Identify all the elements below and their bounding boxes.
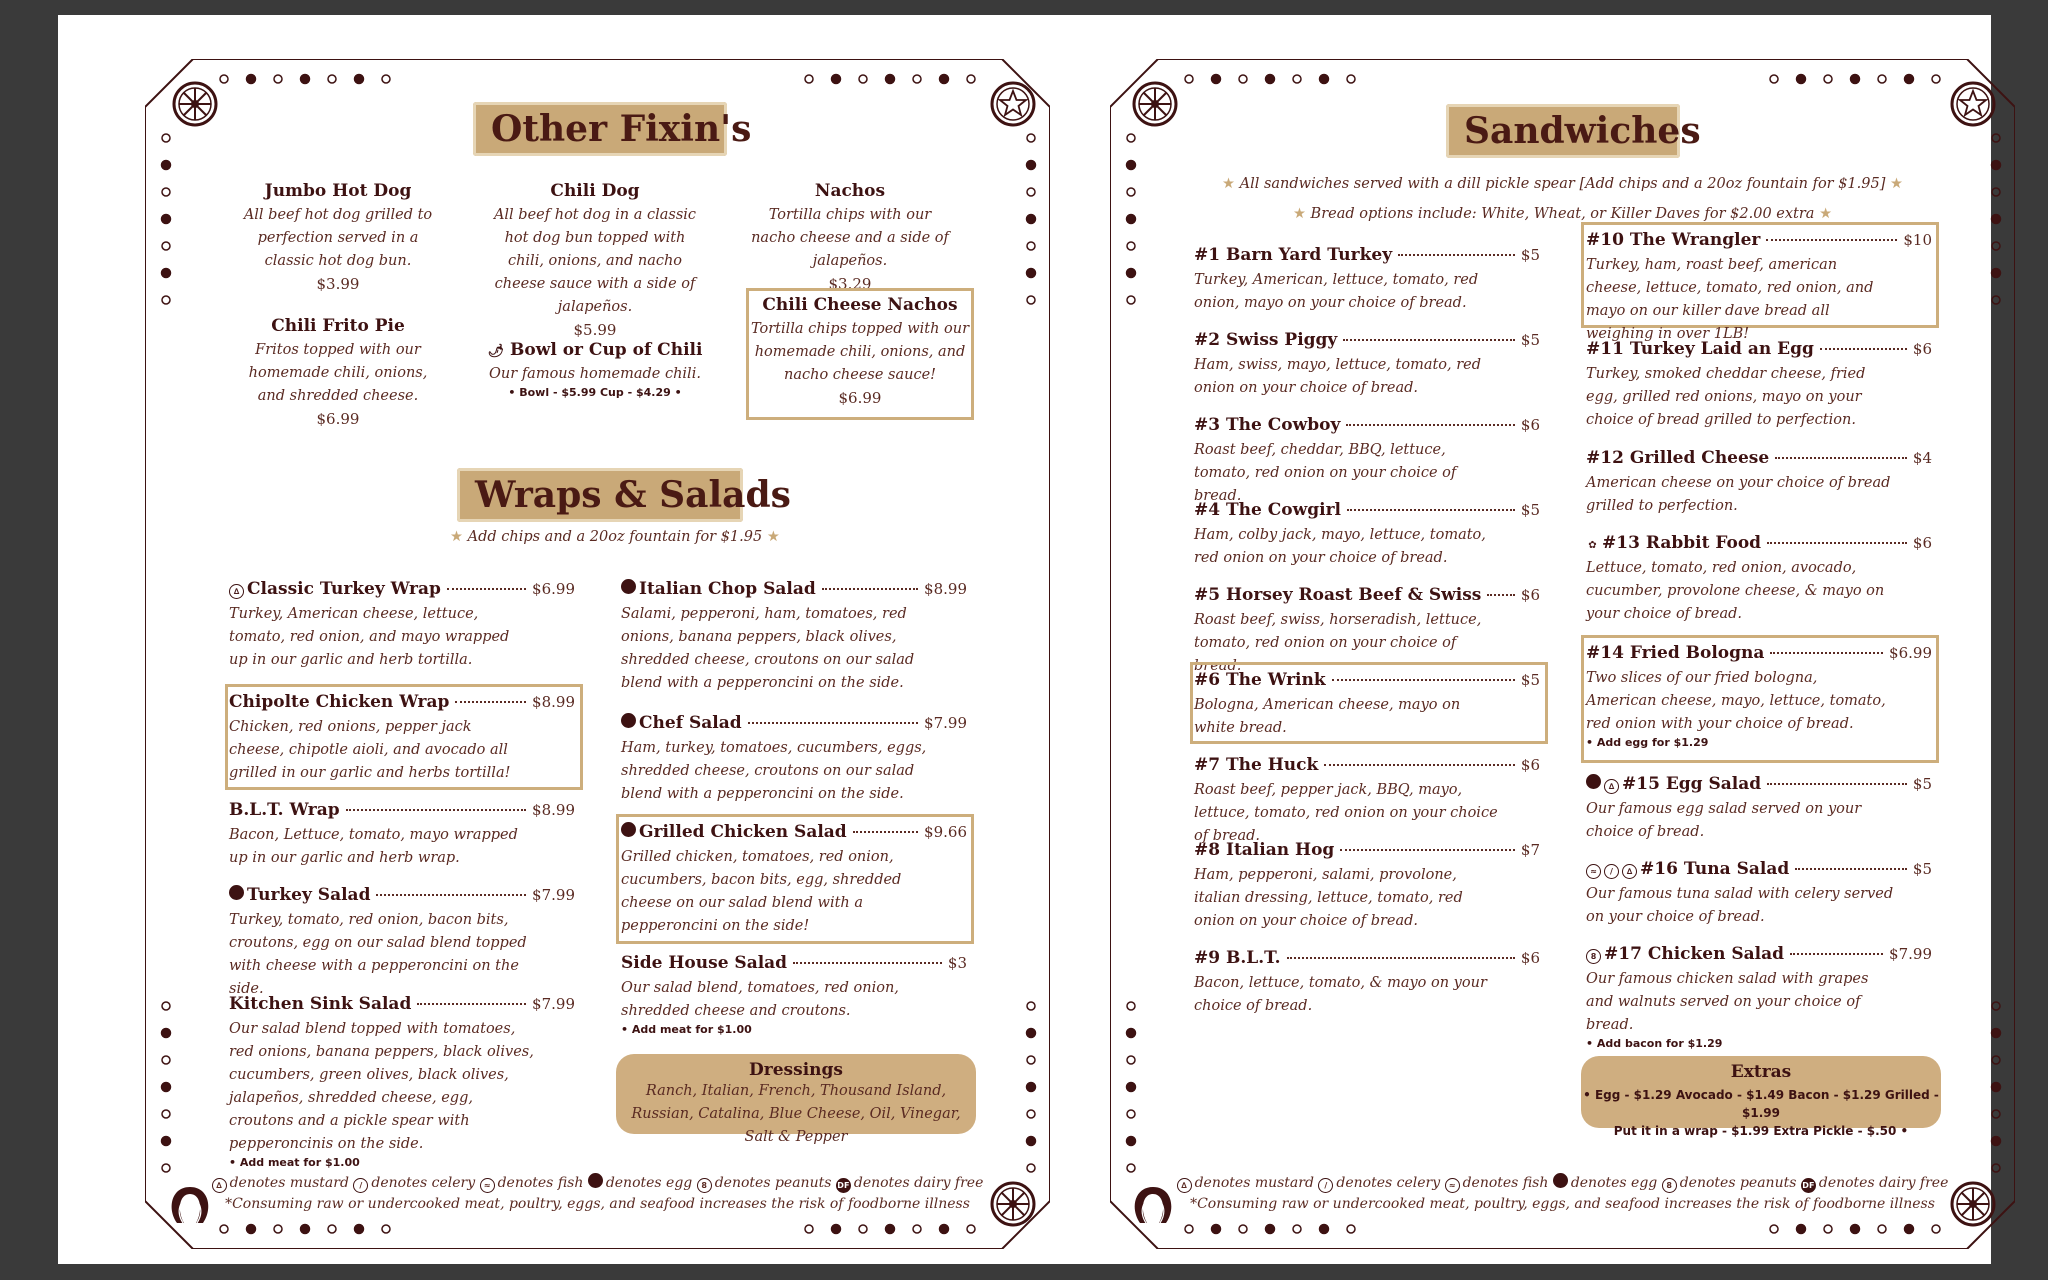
star-icon: ★ [1890,176,1903,192]
item-description: Grilled chicken, tomatoes, red onion, cucumbers, bacon bits, egg, shredded cheese on our salad blend with a pepperoncini on the side! [621,849,902,934]
fish-icon: ≈ [1445,1178,1460,1193]
item-name: Bowl or Cup of Chili [509,340,703,360]
item-name: #15 Egg Salad [1622,774,1762,794]
mustard-icon: ∆ [229,584,244,599]
sandwiches-subtitle-bread [1110,206,2015,222]
item-name: Italian Chop Salad [639,579,816,599]
peanut-icon: 8 [1662,1178,1677,1193]
peanut-icon: 8 [697,1178,712,1193]
item-name: #4 The Cowgirl [1194,500,1341,520]
egg-icon [588,1173,603,1188]
other-fixins-title: Other Fixin's [473,102,727,156]
fish-icon: ≈ [1586,864,1601,879]
item-description: Bacon, Lettuce, tomato, mayo wrapped up in our garlic and herb wrap. [229,827,518,866]
item-name: #8 Italian Hog [1194,840,1335,860]
egg-icon [1553,1173,1568,1188]
legend-dairy-free: denotes dairy free [1818,1175,1949,1191]
item-price: $8.99 [532,693,575,711]
subtitle-text: All sandwiches served with a dill pickle spear [Add chips and a 20oz fountain for $1.95] [1239,176,1886,192]
item-name: #12 Grilled Cheese [1586,448,1770,468]
item-name: Grilled Chicken Salad [639,822,847,842]
celery-icon: / [353,1178,368,1193]
dairy-free-icon: DF [836,1178,851,1193]
menu-item-italian-hog [1194,840,1540,933]
item-price: $8.99 [924,580,967,598]
wagon-wheel-icon [170,79,220,129]
star-icon: ★ [1292,206,1306,222]
menu-item-barn-yard-turkey [1194,245,1540,315]
egg-icon [621,713,636,728]
item-name: #9 B.L.T. [1194,948,1281,968]
item-name: Kitchen Sink Salad [229,994,412,1014]
sheriff-star-icon [988,79,1038,129]
item-description: Roast beef, pepper jack, BBQ, mayo, lettuce, tomato, red onion on your choice of bread. [1194,782,1498,844]
menu-item-chili-frito-pie [233,316,443,428]
menu-item-jumbo-hot-dog [233,181,443,293]
item-description: Lettuce, tomato, red onion, avocado, cucumber, provolone cheese, & mayo on your choice of bread. [1586,560,1885,622]
item-price: $3.29 [828,275,872,293]
item-price: $7.99 [532,995,575,1013]
allergen-legend [145,1173,1050,1193]
item-name: #11 Turkey Laid an Egg [1586,339,1814,359]
legend-peanuts: denotes peanuts [1679,1175,1797,1191]
item-description: Turkey, tomato, red onion, bacon bits, croutons, egg on our salad blend topped with cheese with a pepperoncini on the side. [229,912,527,997]
item-price-note: • Bowl - $5.99 Cup - $4.29 • [508,386,682,399]
subtitle-text: Bread options include: White, Wheat, or Killer Daves for $2.00 extra [1310,206,1815,222]
fish-icon: ≈ [480,1178,495,1193]
item-description: Roast beef, cheddar, BBQ, lettuce, tomato, red onion on your choice of bread. [1194,442,1457,504]
item-price: $3 [947,954,967,972]
item-name: #13 Rabbit Food [1602,533,1762,553]
item-price: $8.99 [532,801,575,819]
mustard-icon: ∆ [1622,864,1637,879]
menu-item-italian-chop-salad [621,579,967,695]
item-note: • Add egg for $1.29 [1586,736,1709,749]
item-price: $7 [1520,841,1540,859]
item-name: #17 Chicken Salad [1604,944,1785,964]
item-price: $5 [1912,775,1932,793]
item-price: $3.99 [316,275,360,293]
item-note: • Add meat for $1.00 [229,1156,360,1169]
dressings-text: Ranch, Italian, French, Thousand Island, Russian, Catalina, Blue Cheese, Oil, Vinegar, Salt & Pepper [631,1083,961,1145]
item-name: #3 The Cowboy [1194,415,1341,435]
item-price: $5 [1520,501,1540,519]
legend-mustard: denotes mustard [1194,1175,1314,1191]
extras-panel [1581,1056,1941,1138]
item-description: Tortilla chips with our nacho cheese and a side of jalapeños. [751,207,949,269]
item-description: Our famous homemade chili. [489,366,701,382]
legend-peanuts: denotes peanuts [714,1175,832,1191]
egg-icon [621,579,636,594]
veggie-icon: ✿ [1588,540,1597,551]
menu-item-chicken-salad [1586,944,1932,1050]
item-description: Bologna, American cheese, mayo on white bread. [1194,697,1461,736]
menu-item-side-house-salad [621,953,967,1036]
star-icon: ★ [1222,176,1235,192]
item-price: $5 [1520,671,1540,689]
dairy-free-icon: DF [1801,1178,1816,1193]
item-price: $7.99 [532,886,575,904]
menu-item-chipolte-chicken-wrap [229,692,575,785]
menu-item-the-cowboy [1194,415,1540,508]
item-price: $5.99 [573,321,617,339]
menu-sheet [58,15,1991,1264]
item-description: Chicken, red onions, pepper jack cheese, chipotle aioli, and avocado all grilled in our garlic and herbs tortilla! [229,719,511,781]
item-description: American cheese on your choice of bread grilled to perfection. [1586,475,1891,514]
item-name: #16 Tuna Salad [1640,859,1790,879]
menu-item-chili-dog [493,181,697,339]
item-description: Ham, swiss, mayo, lettuce, tomato, red onion on your choice of bread. [1194,357,1482,396]
item-name: #6 The Wrink [1194,670,1326,690]
menu-item-turkey-laid-an-egg [1586,339,1932,432]
item-name: Chili Cheese Nachos [762,295,958,315]
menu-item-nachos [745,181,955,293]
item-description: Our famous tuna salad with celery served on your choice of bread. [1586,886,1894,925]
item-price: $6.99 [532,580,575,598]
legend-egg: denotes egg [605,1175,693,1191]
menu-item-the-cowgirl [1194,500,1540,570]
legend-celery: denotes celery [1336,1175,1441,1191]
item-description: Turkey, American, lettuce, tomato, red onion, mayo on your choice of bread. [1194,272,1479,311]
menu-item-bowl-or-cup-of-chili [483,340,707,399]
menu-item-grilled-chicken-salad [621,822,967,938]
item-price: $10 [1903,231,1932,249]
menu-item-classic-turkey-wrap [229,579,575,672]
item-description: Our famous egg salad served on your choice of bread. [1586,801,1862,840]
star-icon: ★ [1819,206,1833,222]
item-name: #5 Horsey Roast Beef & Swiss [1194,585,1482,605]
item-price: $6 [1520,756,1540,774]
legend-celery: denotes celery [371,1175,476,1191]
legend-egg: denotes egg [1570,1175,1658,1191]
menu-item-the-wrink [1194,670,1540,740]
item-description: All beef hot dog in a classic hot dog bun topped with chili, onions, and nacho cheese sauce with a side of jalapeños. [493,207,697,315]
wraps-salads-title: Wraps & Salads [457,468,743,522]
menu-item-rabbit-food [1586,533,1932,626]
item-price: $6 [1520,416,1540,434]
item-name: Chipolte Chicken Wrap [229,692,450,712]
menu-item-tuna-salad [1586,859,1932,929]
dressings-panel [616,1054,976,1145]
item-description: Our famous chicken salad with grapes and walnuts served on your choice of bread. [1586,971,1869,1033]
item-price: $9.66 [924,823,967,841]
item-description: Roast beef, swiss, horseradish, lettuce, tomato, red onion on your choice of bread. [1194,612,1482,674]
item-note: • Add bacon for $1.29 [1586,1037,1723,1050]
item-name: Turkey Salad [247,885,371,905]
item-description: Fritos topped with our homemade chili, onions, and shredded cheese. [248,342,428,404]
item-price: $6.99 [1889,644,1932,662]
sheriff-star-icon [1948,79,1998,129]
consumption-warning: *Consuming raw or undercooked meat, poultry, eggs, and seafood increases the risk of foodborne illness [1190,1196,1935,1212]
item-name: #7 The Huck [1194,755,1319,775]
legend-fish: denotes fish [497,1175,584,1191]
item-price: $7.99 [1889,945,1932,963]
wraps-salads-subtitle [450,529,780,545]
wagon-wheel-icon [1130,79,1180,129]
item-name: Chili Dog [550,181,640,201]
legend-mustard: denotes mustard [229,1175,349,1191]
item-price: $6.99 [316,410,360,428]
mustard-icon: ∆ [1177,1178,1192,1193]
egg-icon [621,822,636,837]
item-name: #1 Barn Yard Turkey [1194,245,1393,265]
right-menu-panel [1110,59,2015,1249]
item-description: Turkey, American cheese, lettuce, tomato, red onion, and mayo wrapped up in our garlic and herb tortilla. [229,606,510,668]
item-name: Chef Salad [639,713,742,733]
menu-item-blt [1194,948,1540,1018]
item-note: • Add meat for $1.00 [621,1023,752,1036]
consumption-warning: *Consuming raw or undercooked meat, poultry, eggs, and seafood increases the risk of foodborne illness [225,1196,970,1212]
item-name: B.L.T. Wrap [229,800,340,820]
menu-item-kitchen-sink-salad [229,994,575,1169]
celery-icon: / [1318,1178,1333,1193]
menu-item-the-wrangler [1586,230,1932,346]
item-description: Turkey, ham, roast beef, american cheese, lettuce, tomato, red onion, and mayo on our killer dave bread all weighing in over 1LB! [1586,257,1874,342]
sandwiches-subtitle-chips [1110,176,2015,192]
extras-line-1: • Egg - $1.29 Avocado - $1.49 Bacon - $1.29 Grilled - $1.99 [1583,1088,1939,1120]
item-description: Tortilla chips topped with our homemade chili, onions, and nacho cheese sauce! [750,321,970,383]
item-name: #2 Swiss Piggy [1194,330,1338,350]
item-description: Salami, pepperoni, ham, tomatoes, red onions, banana peppers, black olives, shredded cheese, croutons on our salad blend with a pepperoncini on the side. [621,606,915,691]
item-name: Side House Salad [621,953,788,973]
sandwiches-title: Sandwiches [1446,104,1680,158]
menu-item-chili-cheese-nachos [749,295,971,407]
menu-item-egg-salad [1586,774,1932,844]
item-description: Ham, pepperoni, salami, provolone, italian dressing, lettuce, tomato, red onion on your choice of bread. [1194,867,1463,929]
item-price: $4 [1912,449,1932,467]
item-description: All beef hot dog grilled to perfection served in a classic hot dog bun. [243,207,433,269]
item-name: #14 Fried Bologna [1586,643,1765,663]
chili-pepper-icon: 🌶 [487,344,505,359]
item-description: Ham, turkey, tomatoes, cucumbers, eggs, shredded cheese, croutons on our salad blend with a pepperoncini on the side. [621,740,927,802]
menu-item-blt-wrap [229,800,575,870]
star-icon: ★ [766,529,780,545]
item-description: Our salad blend topped with tomatoes, red onions, banana peppers, black olives, cucumbers, green olives, black olives, jalapeños, shredded cheese, egg, croutons and a pickle spear with pepperoncinis on the side. [229,1021,534,1152]
item-description: Ham, colby jack, mayo, lettuce, tomato, red onion on your choice of bread. [1194,527,1486,566]
item-price: $7.99 [924,714,967,732]
item-name: Nachos [814,181,886,201]
item-description: Our salad blend, tomatoes, red onion, shredded cheese and croutons. [621,980,899,1019]
menu-item-grilled-cheese [1586,448,1932,518]
item-price: $6 [1520,949,1540,967]
mustard-icon: ∆ [212,1178,227,1193]
egg-icon [229,885,244,900]
menu-item-chef-salad [621,713,967,806]
dressings-title: Dressings [749,1060,843,1080]
left-menu-panel [145,59,1050,1249]
egg-icon [1586,774,1601,789]
menu-item-fried-bologna [1586,643,1932,749]
peanut-icon: 8 [1586,949,1601,964]
item-description: Bacon, lettuce, tomato, & mayo on your choice of bread. [1194,975,1487,1014]
item-name: Classic Turkey Wrap [247,579,441,599]
item-price: $6 [1912,340,1932,358]
legend-dairy-free: denotes dairy free [853,1175,984,1191]
allergen-legend [1110,1173,2015,1193]
menu-item-turkey-salad [229,885,575,1001]
extras-line-2: Put it in a wrap - $1.99 Extra Pickle - $.50 • [1613,1124,1909,1138]
legend-fish: denotes fish [1462,1175,1549,1191]
item-name: Jumbo Hot Dog [264,181,412,201]
star-icon: ★ [450,529,463,545]
celery-icon: / [1604,864,1619,879]
item-price: $5 [1912,860,1932,878]
menu-item-the-huck [1194,755,1540,848]
item-price: $6.99 [838,389,882,407]
item-price: $6 [1912,534,1932,552]
mustard-icon: ∆ [1604,779,1619,794]
extras-title: Extras [1730,1062,1792,1082]
item-name: #10 The Wrangler [1586,230,1761,250]
item-price: $5 [1520,246,1540,264]
item-price: $6 [1520,586,1540,604]
item-price: $5 [1520,331,1540,349]
subtitle-text: Add chips and a 20oz fountain for $1.95 [467,529,763,545]
item-description: Turkey, smoked cheddar cheese, fried egg, grilled red onions, mayo on your choice of bread grilled to perfection. [1586,366,1866,428]
item-description: Two slices of our fried bologna, American cheese, mayo, lettuce, tomato, red onion with your choice of bread. [1586,670,1886,732]
item-name: Chili Frito Pie [271,316,405,336]
menu-item-swiss-piggy [1194,330,1540,400]
